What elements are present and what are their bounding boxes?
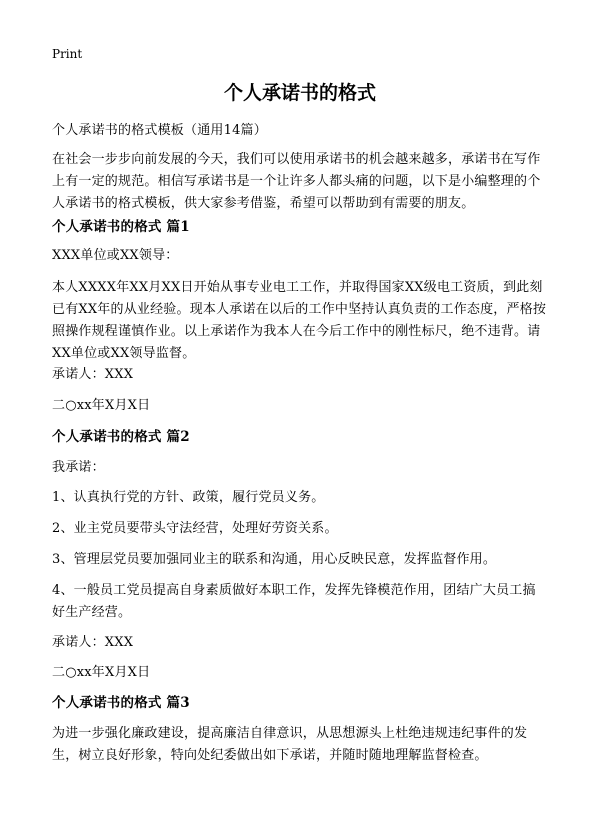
section-2-signer: 承诺人：XXX <box>52 635 134 650</box>
section-heading-3: 个人承诺书的格式 篇3 <box>52 695 190 711</box>
subtitle: 个人承诺书的格式模板（通用14篇） <box>52 123 267 138</box>
section-1-date: 二○xx年X月X日 <box>52 398 151 413</box>
list-item: 1、认真执行党的方针、政策，履行党员义务。 <box>52 490 325 505</box>
section-2-date: 二○xx年X月X日 <box>52 665 151 680</box>
section-heading-2: 个人承诺书的格式 篇2 <box>52 429 190 445</box>
section-2-salutation: 我承诺： <box>52 460 105 475</box>
list-item: 3、管理层党员要加强同业主的联系和沟通，用心反映民意，发挥监督作用。 <box>52 552 497 567</box>
section-1-signer: 承诺人：XXX <box>52 367 134 382</box>
section-1-body: 本人XXXX年XX月XX日开始从事专业电工工作，并取得国家XX级电工资质，到此刻已有XX年的从业经验。现本人承诺在以后的工作中坚持认真负责的工作态度，严格按照操作规程谨慎作业。以上承诺作为我本人在今后工作中的刚性标尺，绝不违背。请XX单位或XX领导监督。 <box>52 280 547 361</box>
section-1-salutation: XXX单位或XX领导： <box>52 248 179 263</box>
intro-paragraph: 在社会一步步向前发展的今天，我们可以使用承诺书的机会越来越多，承诺书在写作上有一定的规范。相信写承诺书是一个让许多人都头痛的问题，以下是小编整理的个人承诺书的格式模板，供大家参考借鉴，希望可以帮助到有需要的朋友。 <box>52 152 541 211</box>
page-title: 个人承诺书的格式 <box>223 82 376 104</box>
list-item: 4、一般员工党员提高自身素质做好本职工作，发挥先锋模范作用，团结广大员工搞好生产经营。 <box>52 583 536 620</box>
section-3-body: 为进一步强化廉政建设，提高廉洁自律意识，从思想源头上杜绝违规违纪事件的发生，树立良好形象，特向处纪委做出如下承诺，并随时随地理解监督检查。 <box>52 726 528 763</box>
print-link[interactable]: Print <box>52 47 83 61</box>
section-heading-1: 个人承诺书的格式 篇1 <box>52 219 190 235</box>
list-item: 2、业主党员要带头守法经营，处理好劳资关系。 <box>52 521 338 536</box>
